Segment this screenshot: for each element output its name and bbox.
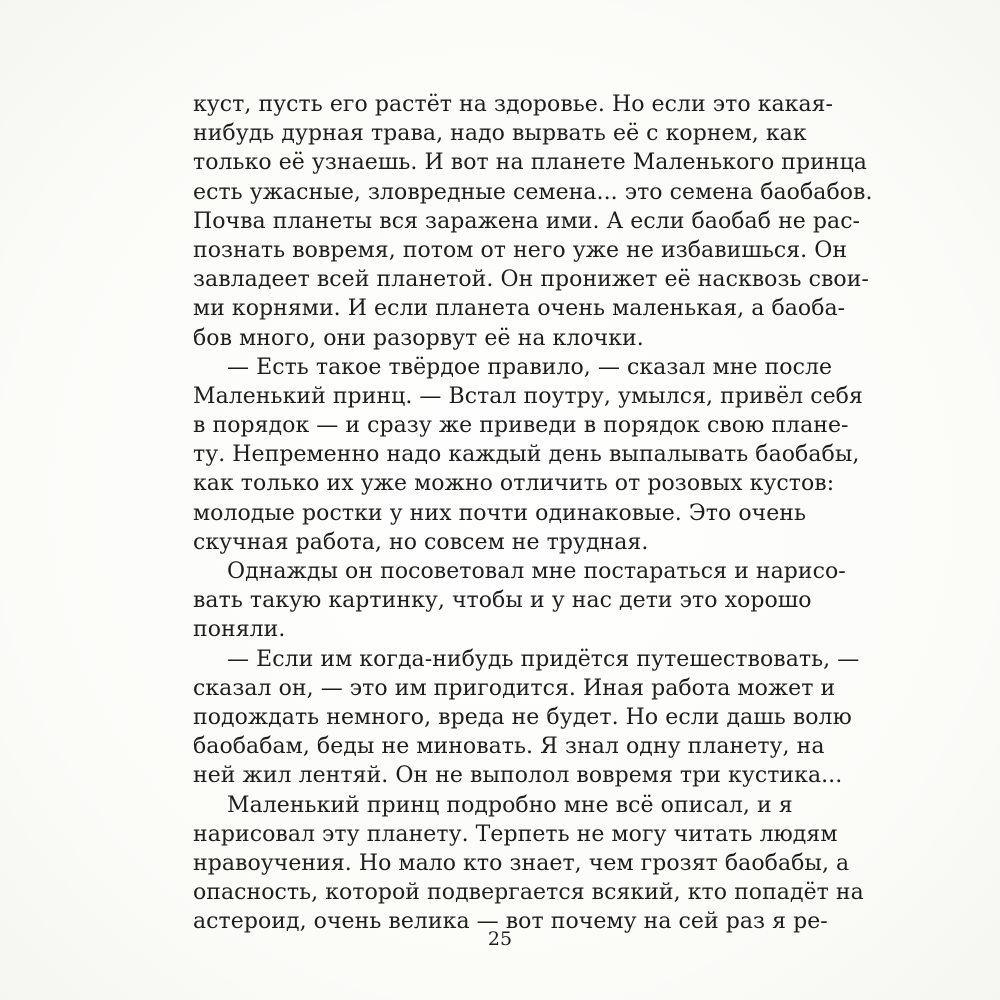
- text-line: подождать немного, вреда не будет. Но если дашь волю: [193, 704, 852, 730]
- text-line: опасность, которой подвергается всякий, кто попадёт на: [193, 880, 864, 906]
- text-line: — Есть такое твёрдое правило, — сказал мне после: [227, 354, 833, 380]
- text-line: ту. Непременно надо каждый день выпалывать баобабы,: [193, 442, 860, 468]
- text-line: астероид, очень велика — вот почему на сей раз я ре-: [193, 909, 828, 935]
- text-line: Маленький принц подробно мне всё описал, и я: [227, 792, 793, 818]
- text-line: Почва планеты вся заражена ими. А если баобаб не рас-: [193, 208, 861, 234]
- body-text: [193, 90, 873, 936]
- text-line: только её узнаешь. И вот на планете Маленького принца: [193, 150, 867, 176]
- text-line: в порядок — и сразу же приведи в порядок свою плане-: [193, 413, 849, 439]
- page-number: 25: [487, 928, 513, 950]
- text-line: завладеет всей планетой. Он пронижет её насквозь свои-: [193, 267, 869, 293]
- text-line: молодые ростки у них почти одинаковые. Это очень: [193, 500, 807, 526]
- text-line: — Если им когда-нибудь придётся путешествовать, —: [227, 646, 860, 672]
- text-line: вать такую картинку, чтобы и у нас дети это хорошо: [193, 588, 812, 614]
- text-line: бов много, они разорвут её на клочки.: [193, 325, 644, 351]
- text-line: нравоучения. Но мало кто знает, чем грозят баобабы, а: [193, 850, 850, 876]
- text-line: как только их уже можно отличить от розовых кустов:: [193, 471, 835, 497]
- text-line: Однажды он посоветовал мне постараться и нарисо-: [227, 559, 846, 584]
- text-line: куст, пусть его растёт на здоровье. Но если это какая-: [193, 92, 834, 117]
- text-line: нарисовал эту планету. Терпеть не могу читать людям: [193, 821, 838, 847]
- text-line: сказал он, — это им пригодится. Иная работа может и: [193, 675, 836, 701]
- text-line: познать вовремя, потом от него уже не избавишься. Он: [193, 237, 848, 263]
- text-line: поняли.: [193, 617, 286, 643]
- text-line: ми корнями. И если планета очень маленькая, а баоба-: [193, 296, 846, 322]
- text-line: ней жил лентяй. Он не выполол вовремя три кустика...: [193, 763, 843, 789]
- text-line: есть ужасные, зловредные семена... это семена баобабов.: [193, 179, 873, 205]
- text-line: баобабам, беды не миновать. Я знал одну планету, на: [193, 734, 825, 760]
- text-line: нибудь дурная трава, надо вырвать её с корнем, как: [193, 121, 807, 147]
- text-line: скучная работа, но совсем не трудная.: [193, 529, 649, 555]
- text-line: Маленький принц. — Встал поутру, умылся, привёл себя: [193, 383, 863, 409]
